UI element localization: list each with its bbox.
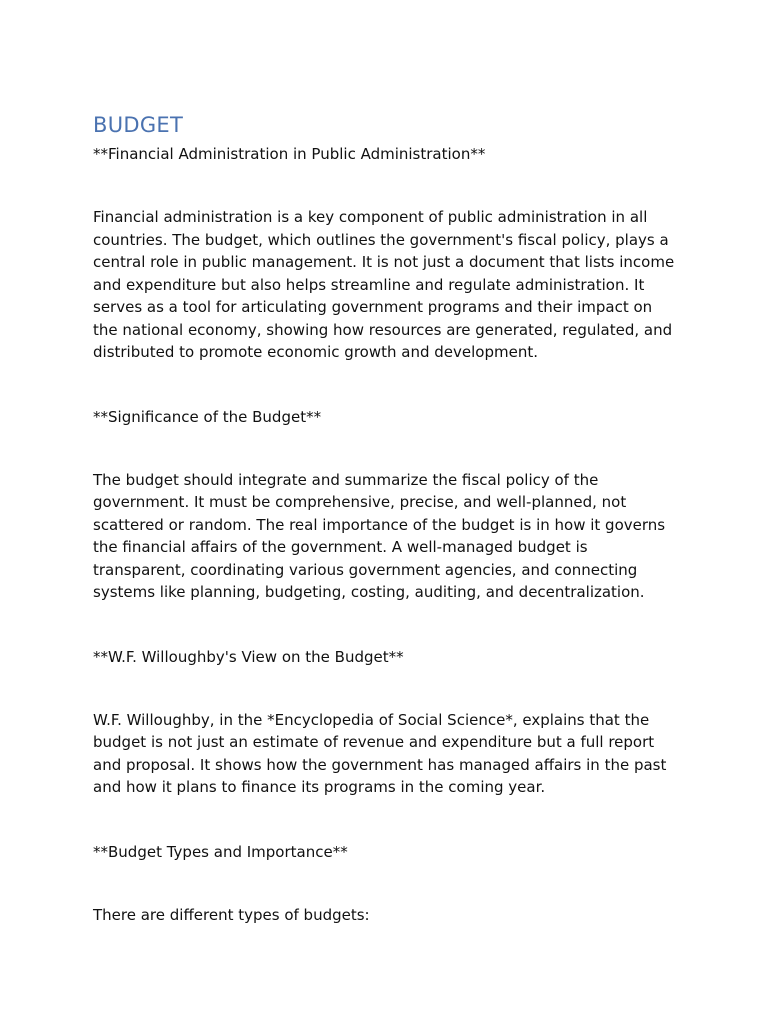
spacer xyxy=(93,604,678,646)
section-heading-financial-administration: **Financial Administration in Public Administration** xyxy=(93,145,486,163)
spacer xyxy=(93,799,678,841)
section-paragraph-budget-types: There are different types of budgets: xyxy=(93,905,370,924)
spacer xyxy=(93,364,678,406)
document-title: BUDGET xyxy=(93,113,184,137)
spacer xyxy=(93,428,678,469)
spacer xyxy=(93,165,678,206)
section-heading-significance: **Significance of the Budget** xyxy=(93,407,322,426)
section-paragraph-financial-administration: Financial administration is a key component of public administration in all countries. The budget, which outlines the government's fiscal policy, plays a central role in public management. It is not just a document that lists income and expenditure but also helps streamline and regulate administration. It serves as a tool for articulating government programs and their impact on the national economy, showing how resources are generated, regulated, and distributed to promote economic growth and development. xyxy=(93,208,675,361)
spacer xyxy=(93,863,678,904)
section-paragraph-significance: The budget should integrate and summarize the fiscal policy of the government. It must be comprehensive, precise, and well-planned, not scattered or random. The real importance of the budget is in how it governs the financial affairs of the government. A well-managed budget is transparent, coordinating various government agencies, and connecting systems like planning, budgeting, costing, auditing, and decentralization. xyxy=(93,470,666,601)
spacer xyxy=(93,668,678,709)
section-paragraph-willoughby: W.F. Willoughby, in the *Encyclopedia of Social Science*, explains that the budget is not just an estimate of revenue and expenditure but a full report and proposal. It shows how the government has managed affairs in the past and how it plans to finance its programs in the coming year. xyxy=(93,710,667,796)
section-heading-budget-types: **Budget Types and Importance** xyxy=(93,842,348,861)
document-body xyxy=(93,110,678,926)
section-heading-willoughby: **W.F. Willoughby's View on the Budget** xyxy=(93,647,404,666)
